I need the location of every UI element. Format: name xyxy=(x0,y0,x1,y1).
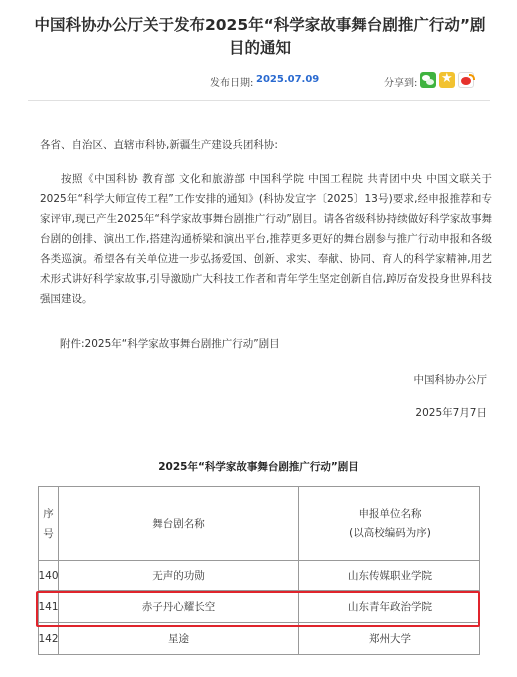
table-row xyxy=(38,561,480,591)
article-title: 中国科协办公厅关于发布2025年“科学家故事舞台剧推广行动”剧目的通知 xyxy=(34,16,486,57)
row-number: 140 xyxy=(39,561,59,590)
table-row xyxy=(38,623,480,655)
header-number-line-1: 序 xyxy=(43,507,54,520)
row-number: 142 xyxy=(39,623,59,654)
header-divider xyxy=(28,100,490,101)
row-unit: 郑州大学 xyxy=(369,633,411,645)
row-play-name: 赤子丹心耀长空 xyxy=(59,591,299,622)
salutation: 各省、自治区、直辖市科协,新疆生产建设兵团科协: xyxy=(40,139,278,151)
signature-date: 2025年7月7日 xyxy=(415,407,487,419)
row-unit: 山东青年政治学院 xyxy=(348,601,432,613)
table-header-row xyxy=(38,486,480,561)
header-unit-line-1: 申报单位名称 xyxy=(358,507,422,520)
header-unit xyxy=(299,487,481,560)
article-meta xyxy=(0,72,517,90)
qzone-icon[interactable] xyxy=(439,72,455,88)
header-number-line-2: 号 xyxy=(43,527,54,540)
header-name: 舞台剧名称 xyxy=(59,487,299,560)
signature-organization: 中国科协办公厅 xyxy=(413,374,487,386)
row-play-name: 无声的功勋 xyxy=(59,561,299,590)
wechat-icon[interactable] xyxy=(420,72,436,88)
table-row-highlighted xyxy=(38,591,480,623)
publish-date-label: 发布日期: xyxy=(210,78,254,89)
header-unit-line-2: (以高校编码为序) xyxy=(349,526,431,539)
body-paragraph: 按照《中国科协 教育部 文化和旅游部 中国科学院 中国工程院 共青团中央 中国文联关于2025年“科学大师宣传工程”工作安排的通知》(科协发宣字〔2025〕13号)要求,经申报推荐和专家评审,现已产生2025年“科学家故事舞台剧推广行动”剧目。请各省级科协持续做好科学家故事舞台剧的创排、演出工作,搭建沟通桥梁和演出平台,推荐更多更好的舞台剧参与推广行动申报和各级各类巡演。希望各有关单位进一步弘扬爱国、创新、求实、奉献、协同、育人的科学家精神,用艺术形式讲好科学家故事,引导激励广大科技工作者和青年学生坚定创新自信,踔厉奋发投身世界科技强国建设。 xyxy=(40,173,492,305)
table-title: 2025年“科学家故事舞台剧推广行动”剧目 xyxy=(158,461,359,473)
header-number xyxy=(39,487,59,560)
row-unit: 山东传媒职业学院 xyxy=(348,570,432,582)
share-icons xyxy=(420,72,474,88)
publish-date: 2025.07.09 xyxy=(256,74,320,85)
attachment-line: 附件:2025年“科学家故事舞台剧推广行动”剧目 xyxy=(60,338,280,350)
row-number: 141 xyxy=(39,591,59,622)
weibo-icon[interactable] xyxy=(458,72,474,88)
share-label: 分享到: xyxy=(384,78,418,89)
row-play-name: 星途 xyxy=(59,623,299,654)
